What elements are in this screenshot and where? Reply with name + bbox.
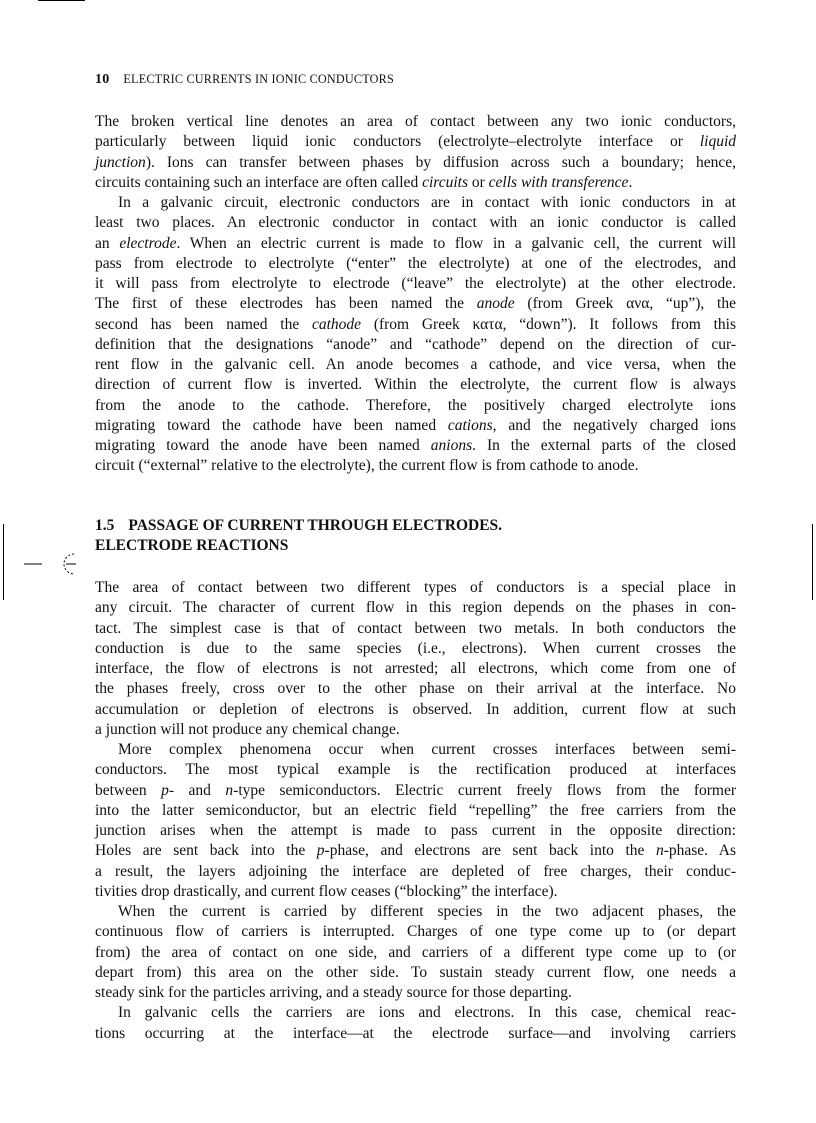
body-text-bottom bbox=[95, 578, 736, 1044]
text-line: any circuit. The character of current flow in this region depends on the phases in con- bbox=[95, 599, 736, 617]
text-line: a result, the layers adjoining the interface are depleted of free charges, their conduc- bbox=[95, 862, 736, 880]
text-line: The area of contact between two different types of conductors is a special place in bbox=[95, 579, 736, 596]
body-text-top bbox=[95, 112, 736, 477]
text-line: migrating toward the cathode have been named cations, and the negatively charged ions bbox=[95, 416, 737, 434]
section-title-line2: ELECTRODE REACTIONS bbox=[95, 537, 289, 555]
text-line: rent flow in the galvanic cell. An anode becomes a cathode, and vice versa, when the bbox=[95, 356, 736, 373]
text-line: steady sink for the particles arriving, and a steady source for those departing. bbox=[95, 984, 572, 1001]
text-line: continuous flow of carriers is interrupted. Charges of one type come up to (or depart bbox=[95, 923, 736, 941]
text-line: circuits containing such an interface are often called circuits or cells with transference. bbox=[95, 173, 633, 191]
text-line: the phases freely, cross over to the other phase on their arrival at the interface. No bbox=[95, 680, 736, 698]
text-line: definition that the designations “anode” and “cathode” depend on the direction of cur- bbox=[95, 335, 736, 353]
text-line: between p- and n-type semiconductors. Electric current freely flows from the former bbox=[95, 781, 737, 799]
text-line: conductors. The most typical example is the rectification produced at interfaces bbox=[95, 761, 736, 779]
text-line: junction arises when the attempt is made to pass current in the opposite direction: bbox=[95, 822, 736, 839]
text-line: least two places. An electronic conductor in contact with an ionic conductor is called bbox=[95, 214, 736, 232]
text-line: The first of these electrodes has been named the anode (from Greek ανα, “up”), the bbox=[95, 295, 736, 313]
section-heading bbox=[95, 516, 735, 557]
text-line: tivities drop drastically, and current flow ceases (“blocking” the interface). bbox=[95, 882, 558, 900]
crop-mark-left bbox=[3, 524, 4, 600]
running-head bbox=[95, 72, 735, 88]
section-title-line1: PASSAGE OF CURRENT THROUGH ELECTRODES. bbox=[128, 517, 503, 534]
text-line: junction). Ions can transfer between phases by diffusion across such a boundary; hence, bbox=[95, 153, 736, 171]
text-line: More complex phenomena occur when current crosses interfaces between semi- bbox=[118, 741, 736, 758]
text-line: depart from) this area on the other side. To sustain steady current flow, one needs a bbox=[95, 963, 736, 981]
text-line: into the latter semiconductor, but an electric field “repelling” the free carriers from the bbox=[95, 801, 736, 819]
text-line: it will pass from electrolyte to electrode (“leave” the electrolyte) at the other electrode. bbox=[95, 275, 736, 292]
text-line: The broken vertical line denotes an area of contact between any two ionic conductors, bbox=[95, 113, 736, 130]
registration-mark-icon bbox=[22, 548, 78, 578]
text-line: second has been named the cathode (from Greek κατα, “down”). It follows from this bbox=[95, 315, 736, 333]
crop-mark-right bbox=[812, 524, 813, 600]
text-line: pass from electrode to electrolyte (“enter” the electrolyte) at one of the electrodes, and bbox=[95, 254, 736, 272]
running-title: ELECTRIC CURRENTS IN IONIC CONDUCTORS bbox=[123, 72, 394, 86]
text-line: When the current is carried by different species in the two adjacent phases, the bbox=[118, 903, 736, 920]
text-line: an electrode. When an electric current is made to flow in a galvanic cell, the current will bbox=[95, 234, 736, 252]
crop-mark-top bbox=[38, 0, 85, 1]
section-heading-line-1 bbox=[95, 516, 735, 536]
text-line: migrating toward the anode have been named anions. In the external parts of the closed bbox=[95, 437, 736, 454]
text-line: from the anode to the cathode. Therefore, the positively charged electrolyte ions bbox=[95, 396, 736, 414]
text-line: particularly between liquid ionic conductors (electrolyte–electrolyte interface or liquid bbox=[95, 133, 736, 151]
text-line: In a galvanic circuit, electronic conductors are in contact with ionic conductors in at bbox=[118, 194, 736, 211]
text-line: conduction is due to the same species (i.e., electrons). When current crosses the bbox=[95, 639, 736, 657]
text-line: tions occurring at the interface—at the electrode surface—and involving carriers bbox=[95, 1024, 736, 1042]
text-line: In galvanic cells the carriers are ions and electrons. In this case, chemical reac- bbox=[118, 1004, 736, 1022]
text-line: from) the area of contact on one side, and carriers of a different type come up to (or bbox=[95, 943, 736, 961]
section-number: 1.5 bbox=[95, 517, 115, 534]
text-line: accumulation or depletion of electrons is observed. In addition, current flow at such bbox=[95, 700, 736, 718]
text-line: direction of current flow is inverted. Within the electrolyte, the current flow is always bbox=[95, 376, 736, 394]
text-line: a junction will not produce any chemical change. bbox=[95, 720, 400, 738]
text-line: interface, the flow of electrons is not arrested; all electrons, which come from one of bbox=[95, 660, 736, 677]
page-number: 10 bbox=[95, 72, 110, 87]
text-line: Holes are sent back into the p-phase, and electrons are sent back into the n-phase. As bbox=[95, 842, 737, 860]
text-line: circuit (“external” relative to the electrolyte), the current flow is from cathode to anode. bbox=[95, 457, 639, 475]
text-line: tact. The simplest case is that of contact between two metals. In both conductors the bbox=[95, 619, 736, 637]
